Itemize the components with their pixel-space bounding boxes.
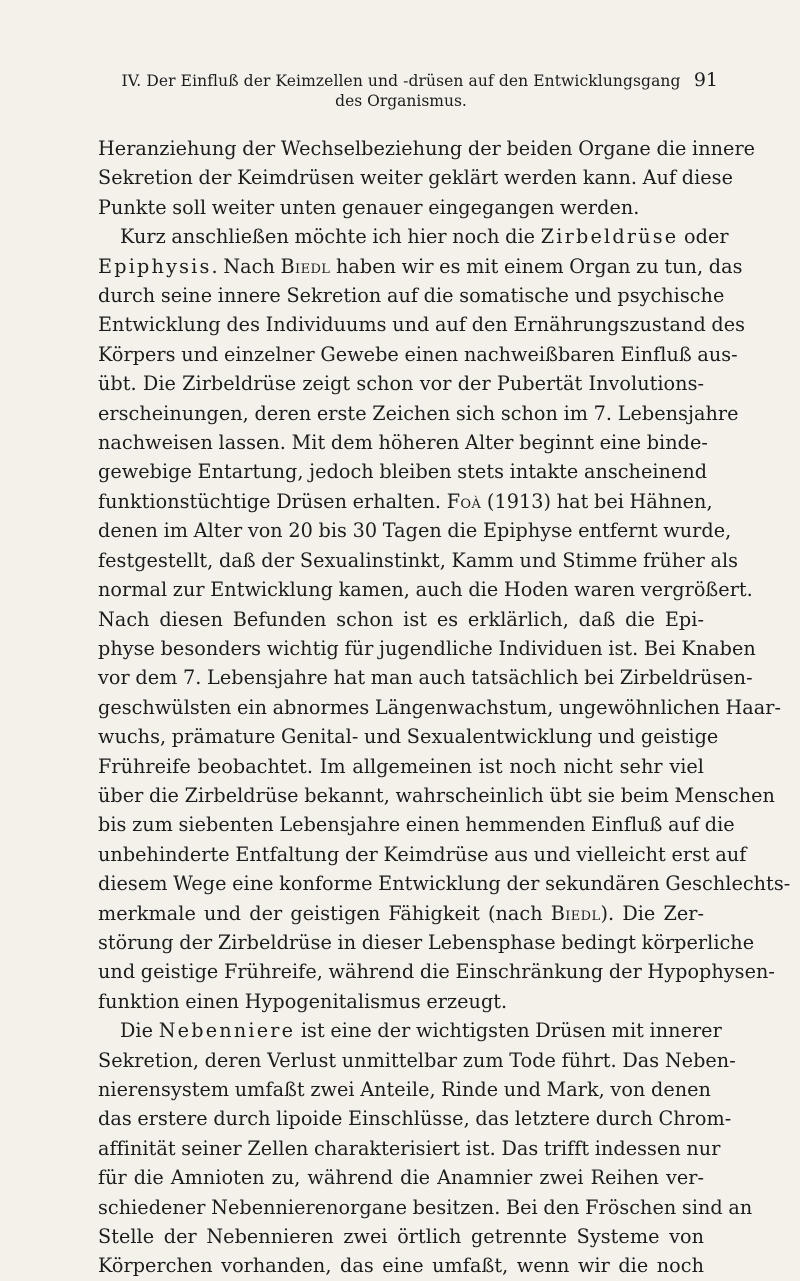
emphasis-spaced: Epiphysis — [98, 254, 212, 278]
author-name: Biedl — [280, 254, 331, 278]
text-line: Körperchen vorhanden, das eine umfaßt, wenn wir die noch — [98, 1254, 704, 1278]
text-run: (1913) hat bei Hähnen, — [481, 489, 713, 513]
running-header — [98, 69, 718, 130]
text-line: diesem Wege eine konforme Entwicklung der sekundären Geschlechts- — [98, 872, 791, 896]
text-line: physe besonders wichtig für jugendliche Individuen ist. Bei Knaben — [98, 636, 756, 660]
text-line — [98, 899, 704, 928]
text-line — [98, 222, 729, 251]
body-text — [98, 134, 791, 1281]
text-run: haben wir es mit einem Organ zu tun, das — [330, 254, 743, 278]
text-line: Nach diesen Befunden schon ist es erklärlich, daß die Epi- — [98, 607, 704, 631]
header-chapter-subtitle: des Organismus. — [335, 92, 467, 110]
text-line — [98, 487, 713, 516]
text-line: normal zur Entwicklung kamen, auch die Hoden waren vergrößert. — [98, 578, 753, 602]
text-line: Heranziehung der Wechselbeziehung der beiden Organe die innere — [98, 137, 756, 160]
text-line: erscheinungen, deren erste Zeichen sich schon im 7. Lebensjahre — [98, 401, 739, 425]
author-name: Biedl — [550, 901, 601, 925]
text-line: störung der Zirbeldrüse in dieser Lebensphase bedingt körperliche — [98, 930, 755, 954]
text-line: Sekretion, deren Verlust unmittelbar zum Tode führt. Das Neben- — [98, 1048, 736, 1072]
text-line: Sekretion der Keimdrüsen weiter geklärt werden kann. Auf diese — [98, 166, 733, 190]
text-run: . Nach — [211, 254, 281, 278]
text-line — [98, 252, 743, 281]
text-line: Stelle der Nebennieren zwei örtlich getrennte Systeme von — [98, 1225, 704, 1249]
emphasis-spaced: Nebenniere — [158, 1019, 296, 1043]
text-line: durch seine innere Sekretion auf die somatische und psychische — [98, 284, 725, 308]
text-line: nachweisen lassen. Mit dem höheren Alter beginnt eine binde- — [98, 431, 708, 455]
text-line: schiedener Nebennierenorgane besitzen. Bei den Fröschen sind an — [98, 1195, 753, 1219]
header-chapter-title: IV. Der Einfluß der Keimzellen und -drüsen auf den Entwicklungsgang — [121, 72, 681, 90]
text-run: oder — [678, 225, 729, 249]
text-line: denen im Alter von 20 bis 30 Tagen die Epiphyse entfernt wurde, — [98, 519, 732, 543]
text-line: affinität seiner Zellen charakterisiert ist. Das trifft indessen nur — [98, 1136, 721, 1160]
text-run: merkmale und der geistigen Fähigkeit (nach — [98, 901, 551, 925]
text-line: und geistige Frühreife, während die Einschränkung der Hypophysen- — [98, 960, 775, 984]
text-line: festgestellt, daß der Sexualinstinkt, Kamm und Stimme früher als — [98, 548, 739, 572]
text-line: das erstere durch lipoide Einschlüsse, das letztere durch Chrom- — [98, 1107, 732, 1131]
text-line: nierensystem umfaßt zwei Anteile, Rinde und Mark, von denen — [98, 1078, 711, 1101]
text-line: Körpers und einzelner Gewebe einen nachweißbaren Einfluß aus- — [98, 342, 738, 366]
text-line: vor dem 7. Lebensjahre hat man auch tatsächlich bei Zirbeldrüsen- — [98, 666, 753, 690]
text-line: wuchs, prämature Genital- und Sexualentwicklung und geistige — [98, 725, 719, 749]
text-line: für die Amnioten zu, während die Anamnier zwei Reihen ver- — [98, 1166, 704, 1190]
author-name: Foà — [446, 489, 482, 513]
text-run: ). Die Zer- — [600, 901, 704, 925]
text-run: funktionstüchtige Drüsen erhalten. — [98, 489, 447, 513]
text-line: übt. Die Zirbeldrüse zeigt schon vor der Pubertät Involutions- — [98, 372, 704, 396]
page-number: 91 — [693, 69, 718, 91]
text-line: Punkte soll weiter unten genauer eingegangen werden. — [98, 195, 640, 219]
emphasis-spaced: Zirbeldrüse — [540, 225, 679, 249]
text-line: funktion einen Hypogenitalismus erzeugt. — [98, 989, 508, 1013]
text-line: bis zum siebenten Lebensjahre einen hemmenden Einfluß auf die — [98, 813, 735, 837]
text-line: über die Zirbeldrüse bekannt, wahrscheinlich übt sie beim Menschen — [98, 783, 775, 807]
text-line: gewebige Entartung, jedoch bleiben stets intakte anscheinend — [98, 460, 708, 484]
text-run: Kurz anschließen möchte ich hier noch die — [120, 225, 541, 249]
text-line: Entwicklung des Individuums und auf den Ernährungszustand des — [98, 313, 746, 337]
text-line: Frühreife beobachtet. Im allgemeinen ist noch nicht sehr viel — [98, 754, 704, 778]
text-run: ist eine der wichtigsten Drüsen mit innerer — [295, 1019, 722, 1043]
text-line: unbehinderte Entfaltung der Keimdrüse aus und vielleicht erst auf — [98, 842, 747, 866]
text-line: geschwülsten ein abnormes Längenwachstum, ungewöhnlichen Haar- — [98, 695, 782, 719]
text-line — [98, 1016, 722, 1045]
text-run: Die — [120, 1019, 159, 1043]
